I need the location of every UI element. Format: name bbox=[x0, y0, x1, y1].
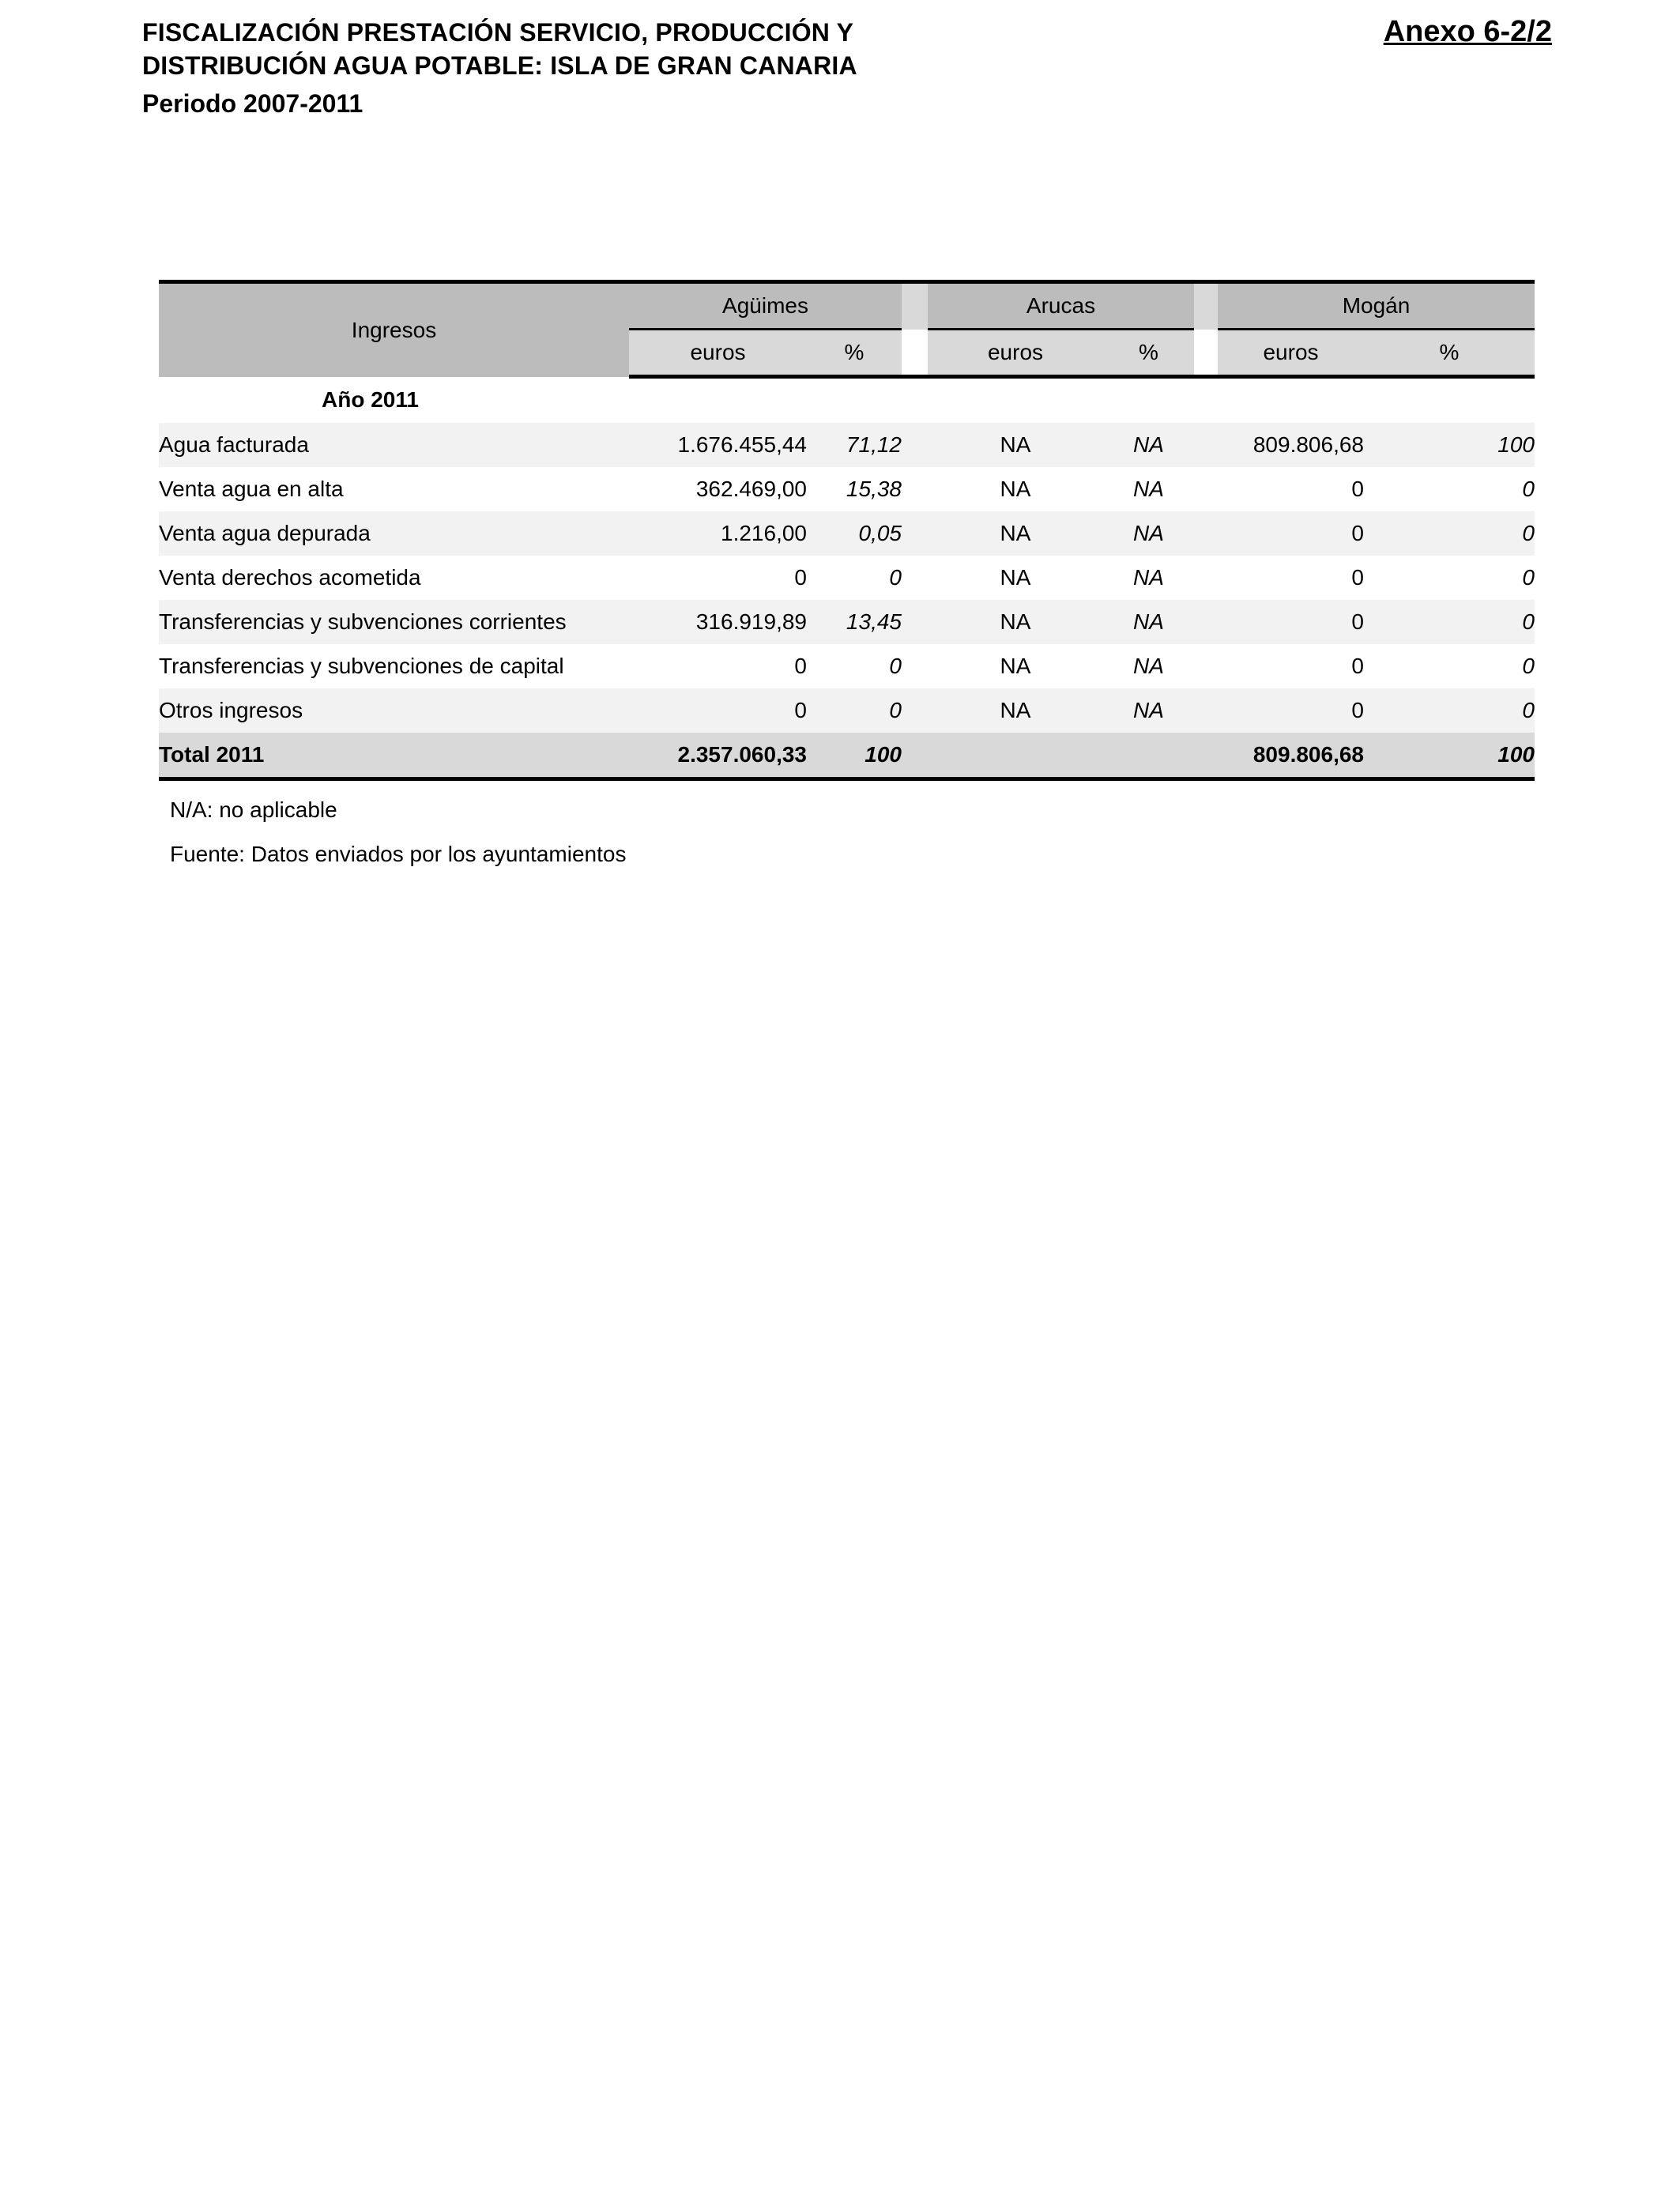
arucas-pct: NA bbox=[1103, 467, 1194, 511]
mogan-euros: 0 bbox=[1218, 467, 1364, 511]
total-row bbox=[159, 733, 1535, 779]
arucas-pct: NA bbox=[1103, 688, 1194, 733]
arucas-pct: NA bbox=[1103, 600, 1194, 644]
mogan-pct: 0 bbox=[1364, 467, 1535, 511]
table-row bbox=[159, 467, 1535, 511]
mogan-pct: 0 bbox=[1364, 600, 1535, 644]
row-label: Otros ingresos bbox=[159, 688, 629, 733]
aguimes-euros: 1.676.455,44 bbox=[629, 423, 807, 467]
aguimes-euros: 1.216,00 bbox=[629, 511, 807, 556]
header-gap bbox=[1194, 282, 1218, 330]
row-label: Venta derechos acometida bbox=[159, 556, 629, 600]
aguimes-pct: 71,12 bbox=[807, 423, 902, 467]
table-row bbox=[159, 556, 1535, 600]
year-label: Año 2011 bbox=[322, 386, 419, 412]
spacer bbox=[1194, 511, 1218, 556]
col-header-arucas: Arucas bbox=[928, 282, 1194, 330]
aguimes-pct: 13,45 bbox=[807, 600, 902, 644]
mogan-euros: 0 bbox=[1218, 556, 1364, 600]
header-row bbox=[159, 282, 1535, 330]
spacer bbox=[902, 688, 928, 733]
arucas-pct: NA bbox=[1103, 556, 1194, 600]
row-label: Agua facturada bbox=[159, 423, 629, 467]
subheader-euros: euros bbox=[928, 330, 1103, 377]
arucas-pct: NA bbox=[1103, 511, 1194, 556]
subheader-euros: euros bbox=[629, 330, 807, 377]
total-label: Total 2011 bbox=[159, 733, 629, 779]
arucas-pct: NA bbox=[1103, 644, 1194, 688]
aguimes-pct: 0 bbox=[807, 688, 902, 733]
subheader-pct: % bbox=[1103, 330, 1194, 377]
aguimes-euros: 0 bbox=[629, 688, 807, 733]
mogan-euros: 0 bbox=[1218, 600, 1364, 644]
row-label: Transferencias y subvenciones corrientes bbox=[159, 600, 629, 644]
arucas-euros: NA bbox=[928, 556, 1103, 600]
spacer bbox=[902, 556, 928, 600]
arucas-euros: NA bbox=[928, 423, 1103, 467]
total-mogan-pct: 100 bbox=[1364, 733, 1535, 779]
note-na: N/A: no aplicable bbox=[170, 797, 337, 822]
document-title bbox=[142, 16, 1249, 82]
total-arucas-euros bbox=[928, 733, 1103, 779]
table-row bbox=[159, 600, 1535, 644]
mogan-euros: 0 bbox=[1218, 644, 1364, 688]
spacer bbox=[1194, 644, 1218, 688]
subheader-gap bbox=[1194, 330, 1218, 377]
row-label: Venta agua depurada bbox=[159, 511, 629, 556]
table-row bbox=[159, 511, 1535, 556]
spacer bbox=[1194, 556, 1218, 600]
mogan-euros: 809.806,68 bbox=[1218, 423, 1364, 467]
col-header-ingresos: Ingresos bbox=[159, 282, 629, 377]
aguimes-euros: 0 bbox=[629, 556, 807, 600]
arucas-pct: NA bbox=[1103, 423, 1194, 467]
table-row bbox=[159, 688, 1535, 733]
col-header-aguimes: Agüimes bbox=[629, 282, 902, 330]
title-line-1: FISCALIZACIÓN PRESTACIÓN SERVICIO, PRODUCCIÓN Y bbox=[142, 18, 854, 47]
spacer bbox=[902, 467, 928, 511]
aguimes-pct: 0 bbox=[807, 556, 902, 600]
aguimes-pct: 15,38 bbox=[807, 467, 902, 511]
spacer bbox=[902, 511, 928, 556]
table-row bbox=[159, 644, 1535, 688]
note-source: Fuente: Datos enviados por los ayuntamientos bbox=[170, 842, 627, 866]
mogan-pct: 0 bbox=[1364, 688, 1535, 733]
spacer bbox=[1194, 467, 1218, 511]
aguimes-pct: 0,05 bbox=[807, 511, 902, 556]
subheader-euros: euros bbox=[1218, 330, 1364, 377]
period-label: Periodo 2007-2011 bbox=[142, 89, 363, 118]
spacer bbox=[1194, 688, 1218, 733]
aguimes-euros: 0 bbox=[629, 644, 807, 688]
table-row bbox=[159, 423, 1535, 467]
aguimes-euros: 316.919,89 bbox=[629, 600, 807, 644]
spacer bbox=[902, 423, 928, 467]
mogan-euros: 0 bbox=[1218, 688, 1364, 733]
annex-label: Anexo 6-2/2 bbox=[1383, 15, 1552, 48]
table-body bbox=[159, 423, 1535, 733]
mogan-euros: 0 bbox=[1218, 511, 1364, 556]
year-row bbox=[159, 377, 1535, 424]
revenue-table bbox=[159, 280, 1535, 781]
total-aguimes-pct: 100 bbox=[807, 733, 902, 779]
arucas-euros: NA bbox=[928, 511, 1103, 556]
spacer bbox=[1194, 423, 1218, 467]
arucas-euros: NA bbox=[928, 688, 1103, 733]
mogan-pct: 0 bbox=[1364, 511, 1535, 556]
subheader-pct: % bbox=[1364, 330, 1535, 377]
aguimes-pct: 0 bbox=[807, 644, 902, 688]
mogan-pct: 0 bbox=[1364, 556, 1535, 600]
aguimes-euros: 362.469,00 bbox=[629, 467, 807, 511]
title-line-2: DISTRIBUCIÓN AGUA POTABLE: ISLA DE GRAN CANARIA bbox=[142, 51, 857, 80]
row-label: Venta agua en alta bbox=[159, 467, 629, 511]
spacer bbox=[1194, 600, 1218, 644]
arucas-euros: NA bbox=[928, 467, 1103, 511]
subheader-gap bbox=[902, 330, 928, 377]
total-arucas-pct bbox=[1103, 733, 1194, 779]
col-header-mogan: Mogán bbox=[1218, 282, 1535, 330]
row-label: Transferencias y subvenciones de capital bbox=[159, 644, 629, 688]
total-aguimes-euros: 2.357.060,33 bbox=[629, 733, 807, 779]
arucas-euros: NA bbox=[928, 600, 1103, 644]
spacer bbox=[902, 600, 928, 644]
total-mogan-euros: 809.806,68 bbox=[1218, 733, 1364, 779]
mogan-pct: 100 bbox=[1364, 423, 1535, 467]
arucas-euros: NA bbox=[928, 644, 1103, 688]
spacer bbox=[902, 644, 928, 688]
subheader-pct: % bbox=[807, 330, 902, 377]
mogan-pct: 0 bbox=[1364, 644, 1535, 688]
header-gap bbox=[902, 282, 928, 330]
